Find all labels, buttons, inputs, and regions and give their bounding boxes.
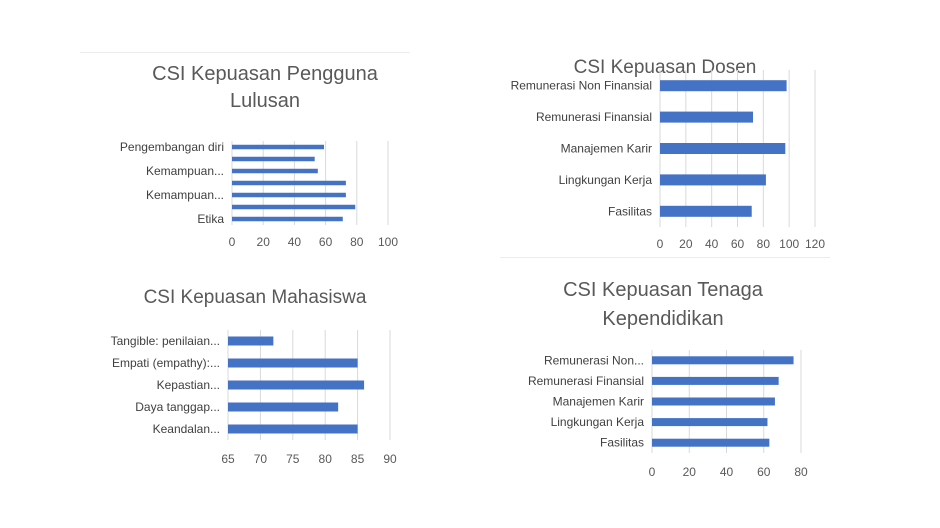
category-label: Remunerasi Finansial xyxy=(535,110,652,125)
category-label: Daya tanggap... xyxy=(135,400,220,414)
chart-title-line: CSI Kepuasan Pengguna xyxy=(152,63,378,85)
x-tick-label: 70 xyxy=(253,452,268,466)
bar xyxy=(228,337,273,346)
category-label: Remunerasi Non Finansial xyxy=(510,78,652,93)
bar xyxy=(228,381,364,390)
chart-kepuasan-mahasiswa xyxy=(80,280,410,470)
x-tick-label: 85 xyxy=(350,452,365,466)
category-label: Keandalan... xyxy=(152,422,220,436)
bar xyxy=(228,425,358,434)
x-tick-label: 40 xyxy=(719,465,734,479)
category-label: Lingkungan Kerja xyxy=(558,172,652,187)
bar xyxy=(660,206,752,217)
bar xyxy=(652,418,767,426)
category-label: Kemampuan... xyxy=(145,188,224,202)
chart-dosen-svg xyxy=(490,55,835,260)
x-tick-label: 75 xyxy=(286,452,300,466)
x-tick-label: 40 xyxy=(704,237,719,251)
x-tick-label: 80 xyxy=(318,452,332,466)
bar xyxy=(652,377,779,385)
x-tick-label: 0 xyxy=(656,237,664,251)
chart-title-line: Lulusan xyxy=(229,90,301,112)
x-tick-label: 100 xyxy=(377,235,399,249)
bar xyxy=(660,143,785,154)
x-tick-label: 80 xyxy=(756,237,771,251)
chart-title-line: Kependidikan xyxy=(602,308,724,330)
category-label: Remunerasi Non... xyxy=(543,353,644,368)
x-tick-label: 20 xyxy=(256,235,270,249)
category-label: Kemampuan... xyxy=(145,164,224,178)
x-tick-label: 120 xyxy=(804,237,826,251)
category-label: Kepastian... xyxy=(156,378,220,392)
top-divider xyxy=(80,52,410,53)
category-label: Etika xyxy=(197,212,224,226)
bar xyxy=(660,80,787,91)
bar xyxy=(228,359,358,368)
x-tick-label: 20 xyxy=(679,237,693,251)
x-tick-label: 60 xyxy=(730,237,745,251)
x-tick-label: 0 xyxy=(648,465,656,479)
x-tick-label: 100 xyxy=(779,237,800,251)
bar xyxy=(232,217,343,222)
bar xyxy=(232,181,346,186)
bar xyxy=(232,205,355,210)
bar xyxy=(652,356,794,364)
category-label: Fasilitas xyxy=(599,435,644,450)
category-label: Lingkungan Kerja xyxy=(550,415,644,430)
x-tick-label: 0 xyxy=(228,235,236,249)
bar xyxy=(660,174,766,185)
x-tick-label: 40 xyxy=(287,235,302,249)
category-label: Tangible: penilaian... xyxy=(110,334,220,348)
x-tick-label: 80 xyxy=(350,235,364,249)
bar xyxy=(228,403,338,412)
category-label: Manajemen Karir xyxy=(560,141,652,156)
x-tick-label: 60 xyxy=(318,235,333,249)
bar xyxy=(232,157,315,162)
bar xyxy=(232,145,324,150)
category-label: Remunerasi Finansial xyxy=(527,373,644,388)
chart-title-line: CSI Kepuasan Tenaga xyxy=(563,279,763,301)
bar xyxy=(232,169,318,174)
chart-pengguna-lulusan xyxy=(80,55,410,255)
category-label: Manajemen Karir xyxy=(552,394,644,409)
chart-pengguna-svg xyxy=(80,55,410,255)
chart-title-line: CSI Kepuasan Dosen xyxy=(573,57,757,78)
x-tick-label: 20 xyxy=(682,465,696,479)
category-label: Pengembangan diri xyxy=(119,140,224,154)
category-label: Fasilitas xyxy=(607,204,652,219)
bar xyxy=(652,398,775,406)
chart-kepuasan-dosen xyxy=(490,55,835,260)
chart-tendik-svg xyxy=(495,270,830,490)
x-tick-label: 60 xyxy=(757,465,771,479)
x-tick-label: 80 xyxy=(794,465,808,479)
x-tick-label: 65 xyxy=(221,452,235,466)
chart-title-line: CSI Kepuasan Mahasiswa xyxy=(143,287,367,308)
chart-kepuasan-tendik xyxy=(495,270,830,490)
x-tick-label: 90 xyxy=(383,452,397,466)
chart-mahasiswa-svg xyxy=(80,280,410,470)
bar xyxy=(652,439,769,447)
bar xyxy=(232,193,346,198)
bar xyxy=(660,112,753,123)
category-label: Empati (empathy):... xyxy=(111,356,220,370)
